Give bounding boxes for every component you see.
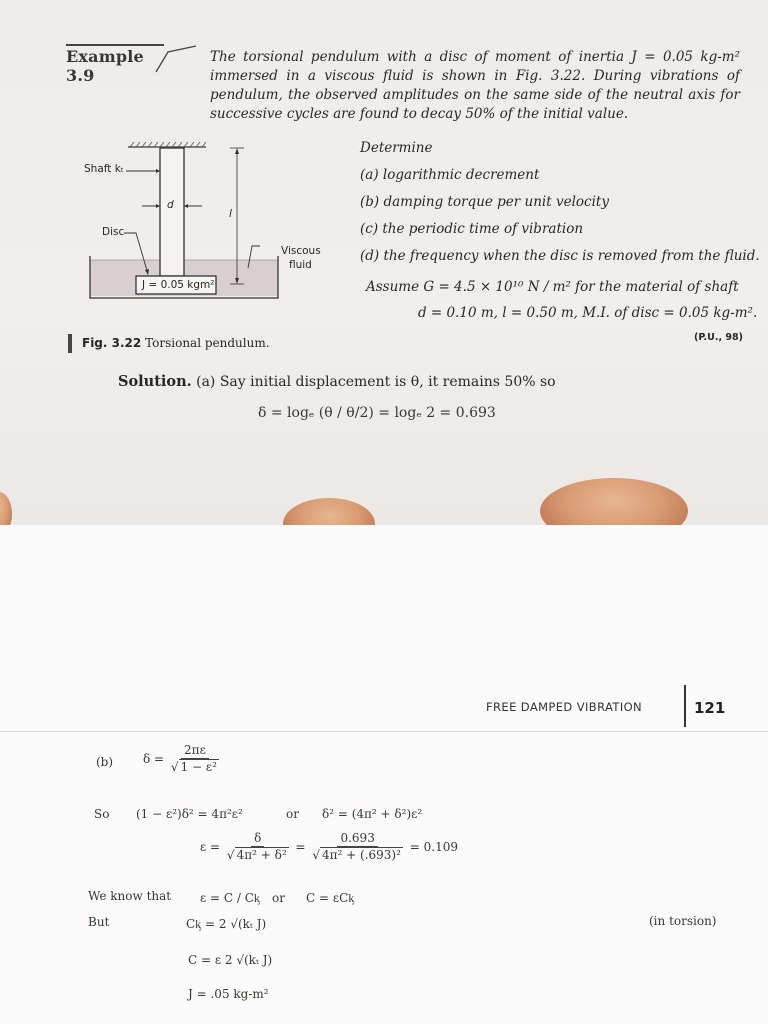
critical-damping-equation: Cᶄ = 2 √(kₜ J) [186, 917, 267, 931]
solution-part-a: (a) Say initial displacement is θ, it remains 50% so [196, 374, 556, 390]
example-tick-mark [150, 44, 198, 74]
epsilon-num-1: δ [251, 831, 264, 847]
finger-edge [0, 492, 12, 525]
solution-heading: Solution. [118, 373, 192, 390]
viscous-label: Viscous [281, 245, 321, 257]
log-decrement-equation: δ = logₑ (θ / θ/2) = logₑ 2 = 0.693 [258, 405, 496, 421]
solution-line [118, 373, 556, 390]
lower-page [0, 525, 768, 1024]
know-text: We know that [88, 889, 172, 903]
l-label: l [229, 208, 232, 220]
fluid-label: fluid [289, 259, 312, 271]
delta-denominator: 1 − ε² [180, 760, 217, 774]
problem-statement: The torsional pendulum with a disc of moment of inertia J = 0.05 kg-m² immersed in a viscous fluid is shown in Fig. 3.22. During vibrations of pendulum, the observed amplitudes on the same side of the neutral axis for successive cycles are found to decay 50% of the initial value. [210, 49, 740, 122]
delta-numerator: 2πε [181, 743, 209, 759]
finger-left [283, 498, 375, 525]
epsilon-num-2: 0.693 [337, 831, 377, 847]
finger-right [540, 478, 688, 525]
running-head: FREE DAMPED VIBRATION [486, 700, 643, 714]
epsilon-fraction-2: $\frac{0.693}{\text{√ 4π² + (.693)²}}$ [312, 831, 401, 862]
determine-item: (b) damping torque per unit velocity [360, 194, 609, 210]
inertia-equation: J = .05 kg-m² [188, 987, 269, 1001]
disc-label: Disc [102, 226, 125, 238]
ceiling-hatch [128, 142, 206, 147]
example-label: Example 3.9 [66, 44, 164, 67]
figure-title: Torsional pendulum. [145, 336, 270, 350]
page-number: 121 [694, 699, 726, 717]
delta-formula [143, 743, 222, 776]
inertia-label: J = 0.05 kgm² [142, 279, 215, 291]
determine-item: (a) logarithmic decrement [360, 167, 540, 183]
epsilon-result: = 0.109 [409, 840, 458, 854]
shaft [160, 148, 184, 276]
but-label: But [88, 915, 110, 929]
figure-caption [82, 336, 270, 350]
epsilon-lhs: ε = [200, 840, 221, 854]
header-divider [684, 685, 686, 727]
epsilon-formula [200, 831, 458, 864]
caption-bar [68, 334, 72, 353]
epsilon-fraction-1: $\frac{\delta}{\text{√ 4π² + δ²}}$ [226, 831, 287, 862]
determine-item: (d) the frequency when the disc is removed from the fluid. [360, 248, 760, 264]
know-equation-2: C = εCᶄ [306, 891, 355, 905]
so-label: So [94, 807, 110, 821]
determine-item: (c) the periodic time of vibration [360, 221, 584, 237]
know-equation-1: ε = C / Cᶄ [200, 891, 260, 905]
delta-lhs: δ = [143, 752, 165, 766]
determine-heading: Determine [360, 140, 433, 156]
damping-coefficient-equation: C = ε 2 √(kₜ J) [188, 953, 273, 967]
epsilon-den-1: 4π² + δ² [236, 848, 287, 862]
given-values: d = 0.10 m, l = 0.50 m, M.I. of disc = 0.05 kg-m². [418, 305, 758, 321]
shaft-label: Shaft kₜ [84, 163, 124, 175]
determine-list [360, 165, 760, 273]
d-label: d [167, 199, 174, 211]
header-rule [0, 731, 768, 732]
or-label-2: or [272, 891, 285, 905]
delta-fraction: $\frac{2\pi\varepsilon}{\text{√ 1 − ε²}}$ [170, 743, 217, 774]
so-equation-2: δ² = (4π² + δ²)ε² [322, 807, 423, 821]
epsilon-equals: = [295, 840, 306, 854]
torsion-note: (in torsion) [649, 914, 717, 928]
so-equation-1: (1 − ε²)δ² = 4π²ε² [136, 807, 243, 821]
source-reference: (P.U., 98) [694, 332, 743, 343]
part-b-label: (b) [96, 755, 114, 769]
epsilon-den-2: 4π² + (.693)² [322, 848, 401, 862]
or-label-1: or [286, 807, 299, 821]
assume-line: Assume G = 4.5 × 10¹⁰ N / m² for the material of shaft [366, 279, 739, 295]
figure-number: Fig. 3.22 [82, 336, 142, 350]
